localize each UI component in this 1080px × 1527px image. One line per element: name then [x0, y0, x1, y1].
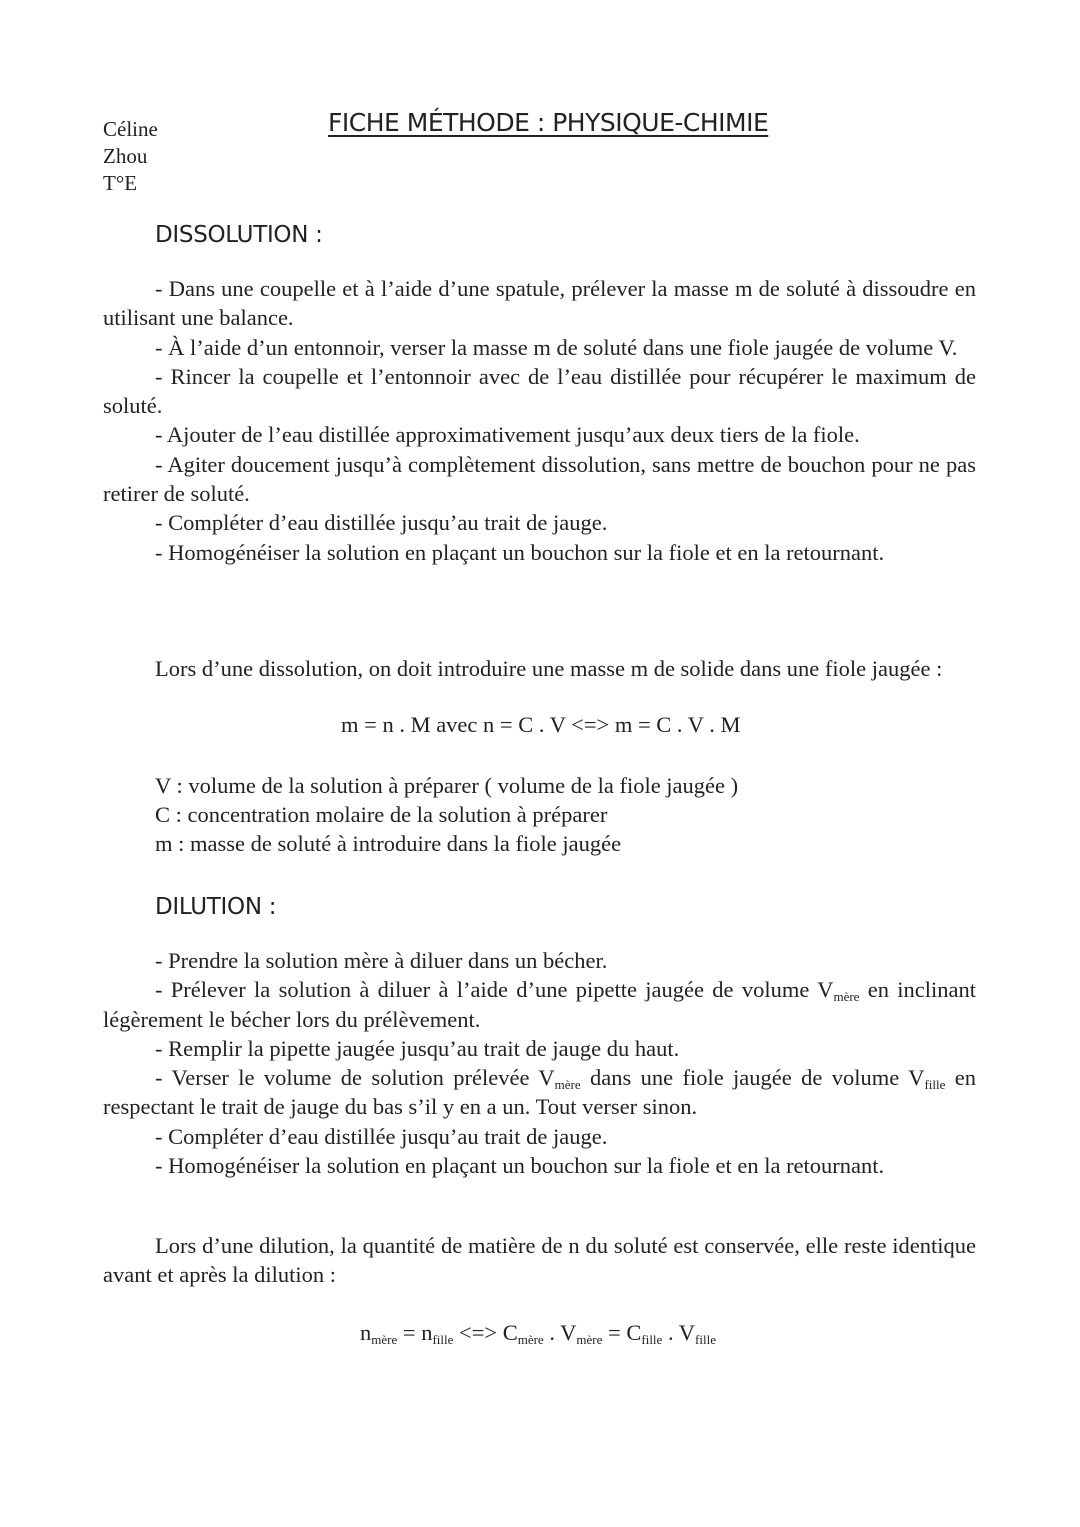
- dissolution-step: - Agiter doucement jusqu’à complètement dissolution, sans mettre de bouchon pour ne pas retirer de soluté.: [103, 451, 976, 507]
- dilution-heading: DILUTION :: [155, 894, 277, 920]
- dissolution-formula: m = n . M avec n = C . V <=> m = C . V . M: [341, 712, 741, 737]
- dilution-step: [103, 1034, 976, 1063]
- definition-item: V : volume de la solution à préparer ( volume de la fiole jaugée ): [155, 773, 739, 798]
- dissolution-step: - Homogénéiser la solution en plaçant un bouchon sur la fiole et en la retournant.: [155, 539, 885, 565]
- step-text: - Remplir la pipette jaugée jusqu’au trait de jauge du haut.: [155, 1035, 680, 1061]
- subscript: mère: [371, 1332, 398, 1347]
- dot-operator: .: [662, 1320, 679, 1345]
- dissolution-step: - Dans une coupelle et à l’aide d’une spatule, prélever la masse m de soluté à dissoudre en utilisant une balance.: [103, 276, 976, 331]
- symbol-v: V: [560, 1320, 577, 1345]
- definition-item: m : masse de soluté à introduire dans la fiole jaugée: [155, 831, 622, 856]
- step-text: - Verser le volume de solution prélevée V: [155, 1065, 555, 1091]
- dot-operator: .: [543, 1320, 561, 1345]
- dilution-step: [103, 1151, 976, 1180]
- dilution-steps: [103, 946, 976, 1180]
- subscript: fille: [695, 1332, 716, 1347]
- author-last-name: Zhou: [103, 144, 148, 168]
- subscript: mère: [554, 1077, 581, 1093]
- step-text: - Prendre la solution mère à diluer dans un bécher.: [155, 948, 608, 973]
- definition-item: C : concentration molaire de la solution à préparer: [155, 802, 608, 827]
- page-title: FICHE MÉTHODE : PHYSIQUE-CHIMIE: [328, 108, 769, 137]
- subscript: mère: [576, 1332, 603, 1347]
- subscript: fille: [924, 1077, 946, 1093]
- step-text: - Compléter d’eau distillée jusqu’au trait de jauge.: [155, 1123, 608, 1149]
- dilution-step: [103, 975, 976, 1034]
- dilution-step: [103, 1122, 976, 1151]
- step-text: - Homogénéiser la solution en plaçant un bouchon sur la fiole et en la retournant.: [155, 1153, 885, 1179]
- subscript: mère: [517, 1332, 544, 1347]
- equals-sign: =: [397, 1320, 422, 1345]
- author-first-name: Céline: [103, 117, 158, 141]
- step-text: dans une fiole jaugée de volume V: [580, 1065, 925, 1091]
- dissolution-definitions: [155, 771, 738, 858]
- dissolution-step: - À l’aide d’un entonnoir, verser la masse m de soluté dans une fiole jaugée de volume V.: [155, 334, 958, 360]
- symbol-v: V: [678, 1320, 696, 1345]
- subscript: fille: [641, 1332, 663, 1347]
- equivalence-sign: <=>: [453, 1320, 503, 1345]
- dissolution-intro: Lors d’une dissolution, on doit introduire une masse m de solide dans une fiole jaugée :: [155, 656, 943, 681]
- dilution-step: [103, 1063, 976, 1122]
- symbol-c: C: [626, 1320, 642, 1345]
- subscript: mère: [833, 989, 860, 1005]
- author-class: T°E: [103, 171, 138, 195]
- symbol-n: n: [360, 1320, 372, 1345]
- step-text: - Prélever la solution à diluer à l’aide d’une pipette jaugée de volume V: [155, 977, 834, 1003]
- dissolution-step: - Ajouter de l’eau distillée approximativement jusqu’aux deux tiers de la fiole.: [155, 422, 860, 448]
- equals-sign: =: [602, 1320, 627, 1345]
- dissolution-step: - Rincer la coupelle et l’entonnoir avec de l’eau distillée pour récupérer le maximum de soluté.: [103, 363, 976, 419]
- dilution-intro: Lors d’une dilution, la quantité de matière de n du soluté est conservée, elle reste identique avant et après la dilution :: [103, 1233, 976, 1288]
- dissolution-steps: [103, 274, 976, 567]
- dissolution-heading: DISSOLUTION :: [155, 222, 323, 248]
- dissolution-step: - Compléter d’eau distillée jusqu’au trait de jauge.: [155, 510, 608, 536]
- symbol-c: C: [502, 1320, 518, 1345]
- step-text: en inclinant légèrement le bécher lors du prélèvement.: [103, 977, 977, 1032]
- subscript: fille: [432, 1332, 454, 1347]
- dilution-intro-block: [103, 1231, 976, 1290]
- step-text: en respectant le trait de jauge du bas s’il y en a un. Tout verser sinon.: [103, 1065, 976, 1120]
- author-block: [103, 116, 158, 197]
- dilution-formula: [360, 1320, 716, 1346]
- symbol-n: n: [421, 1320, 433, 1345]
- dilution-step: [103, 946, 976, 975]
- dissolution-intro-block: [103, 654, 976, 683]
